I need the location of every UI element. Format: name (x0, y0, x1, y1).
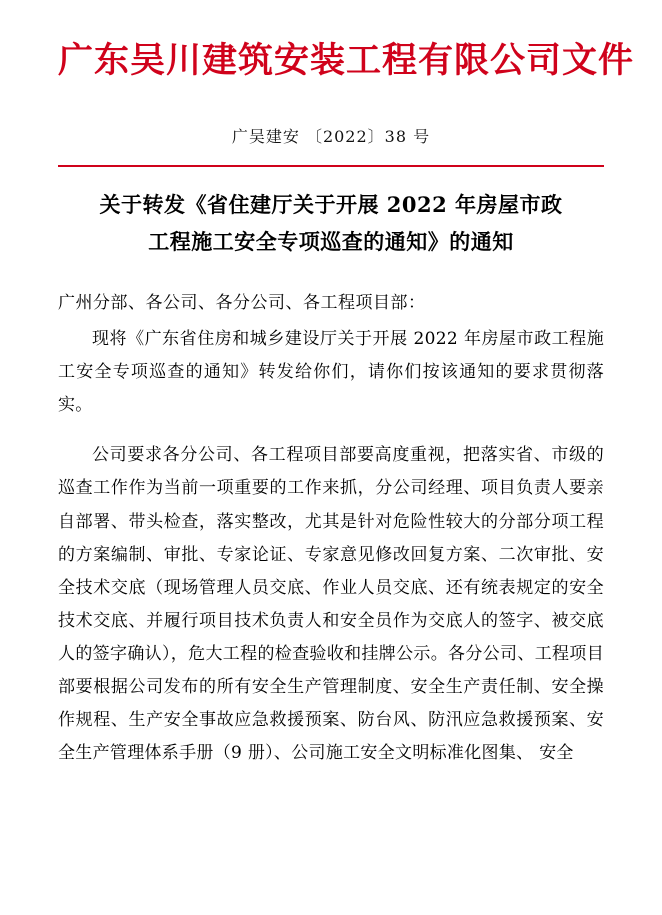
body-paragraph-1: 现将《广东省住房和城乡建设厅关于开展 2022 年房屋市政工程施工安全专项巡查的通知》转发给你们，请你们按该通知的要求贯彻落实。 (58, 328, 604, 416)
salutation: 广州分部、各公司、各分公司、各工程项目部： (58, 292, 426, 313)
page-title (58, 187, 604, 261)
page-title-line-2: 工程施工安全专项巡查的通知》的通知 (148, 228, 514, 254)
body-paragraph-2: 公司要求各分公司、各工程项目部要高度重视，把落实省、市级的巡查工作作为当前一项重要的工作来抓，分公司经理、项目负责人要亲自部署、带头检查，落实整改，尤其是针对危险性较大的分部分项工程的方案编制、审批、专家论证、专家意见修改回复方案、二次审批、安全技术交底（现场管理人员交底、作业人员交底、还有统表规定的安全技术交底、并履行项目技术负责人和安全员作为交底人的签字、被交底人的签字确认），危大工程的检查验收和挂牌公示。各分公司、工程项目部要根据公司发布的所有安全生产管理制度、安全生产责任制、安全操作规程、生产安全事故应急救援预案、防台风、防汛应急救援预案、安全生产管理体系手册（9 册）、公司施工安全文明标准化图集、 安全 (58, 445, 604, 764)
document-page (0, 40, 662, 915)
document-number: 广吴建安 〔2022〕38 号 (231, 127, 431, 146)
company-document-header: 广东吴川建筑安装工程有限公司文件 (58, 40, 635, 81)
page-title-line-1: 关于转发《省住建厅关于开展 2022 年房屋市政 (99, 192, 563, 217)
red-divider-rule (58, 165, 604, 167)
